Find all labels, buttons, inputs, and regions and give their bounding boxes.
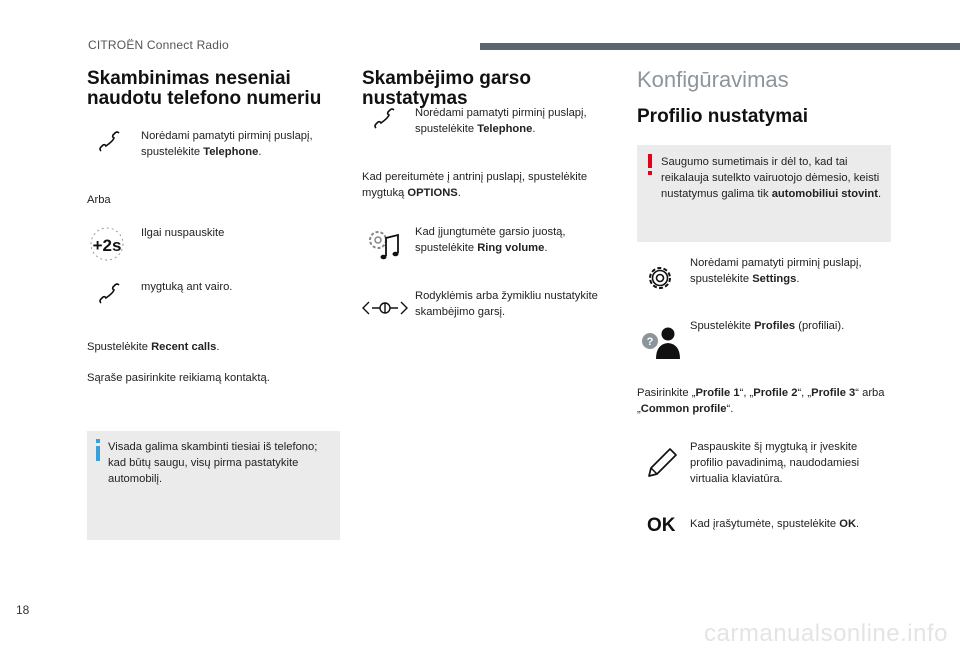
settings-gear-icon <box>645 263 675 293</box>
profile-question-mark: ? <box>646 336 654 348</box>
watermark: carmanualsonline.info <box>704 620 948 647</box>
warning-text: Saugumo sumetimais ir dėl to, kad tai reikalauja sutelkto vairuotojo dėmesio, keisti nustatymus galima tik automobiliui stovint. <box>661 156 882 200</box>
steering-wheel-button-long-press-icon <box>86 226 128 262</box>
col1-step3: mygtuką ant vairo. <box>141 281 233 293</box>
phone-handset-icon <box>97 129 123 155</box>
col1-step4: Spustelėkite Recent calls. <box>87 341 220 353</box>
col3-step5: Kad įrašytumėte, spustelėkite OK. <box>690 518 860 530</box>
col2-step4: Rodyklėmis arba žymikliu nustatykite skambėjimo garsį. <box>415 290 598 318</box>
pencil-edit-icon <box>645 446 679 480</box>
settings-music-note-icon <box>366 228 406 264</box>
col3-step1: Norėdami pamatyti pirminį puslapį, spustelėkite Settings. <box>690 257 862 285</box>
info-text: Visada galima skambinti tiesiai iš telefono; kad būtų saugu, visų pirma pastatykite automobilį. <box>108 441 318 485</box>
col1-or: Arba <box>87 194 111 206</box>
col2-step2: Kad pereitumėte į antrinį puslapį, spustelėkite mygtuką OPTIONS. <box>362 171 588 199</box>
info-icon <box>93 439 103 461</box>
col3-title: Profilio nustatymai <box>637 106 809 127</box>
manual-header: CITROËN Connect Radio <box>88 38 229 52</box>
profile-user-icon <box>640 324 682 360</box>
phone-handset-icon <box>97 281 123 307</box>
slider-arrows-icon <box>362 298 408 318</box>
col3-step3: Pasirinkite „Profile 1“, „Profile 2“, „Profile 3“ arba „Common profile“. <box>637 387 885 415</box>
ok-icon: OK <box>647 515 676 536</box>
header-bar <box>480 43 960 50</box>
section-title: Konfigūravimas <box>637 67 789 92</box>
col2-step1: Norėdami pamatyti pirminį puslapį, spustelėkite Telephone. <box>415 107 587 135</box>
col2-step3: Kad įjungtumėte garsio juostą, spustelėkite Ring volume. <box>415 226 566 254</box>
col1-title: Skambinimas neseniai naudotu telefono numeriu <box>87 68 322 109</box>
col1-step2: Ilgai nuspauskite <box>141 227 225 239</box>
page-number: 18 <box>16 603 30 617</box>
phone-handset-icon <box>372 106 398 132</box>
col3-step2: Spustelėkite Profiles (profiliai). <box>690 320 845 332</box>
col1-step5: Sąraše pasirinkite reikiamą kontaktą. <box>87 372 270 384</box>
warning-icon <box>645 154 655 176</box>
col3-step4: Paspauskite šį mygtuką ir įveskite profilio pavadinimą, naudodamiesi virtualia klaviatūra. <box>690 441 860 485</box>
col1-step1: Norėdami pamatyti pirminį puslapį, spustelėkite Telephone. <box>141 130 313 158</box>
long-press-label: +2s <box>92 236 122 255</box>
col2-title: Skambėjimo garso nustatymas <box>362 68 531 109</box>
